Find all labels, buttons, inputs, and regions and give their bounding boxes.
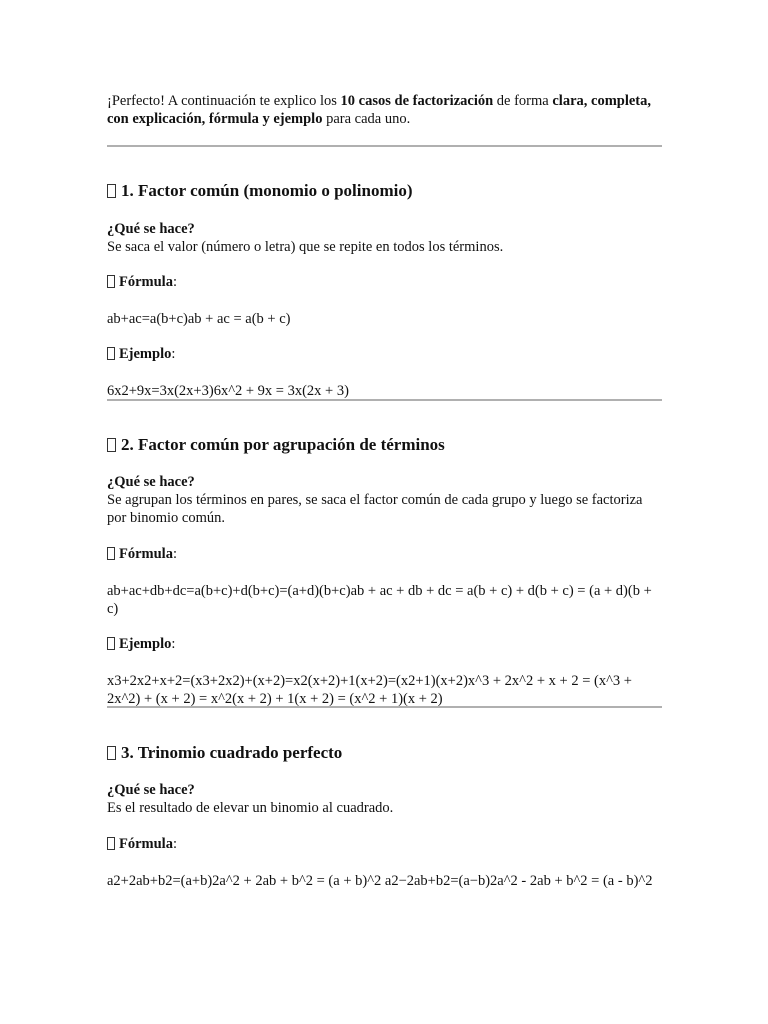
missing-glyph-icon	[107, 275, 115, 288]
section-2-ejemplo-label: Ejemplo:	[107, 635, 663, 653]
formula-label: Fórmula	[119, 836, 173, 852]
formula-label: Fórmula	[119, 546, 173, 562]
section-divider	[107, 706, 662, 708]
section-divider	[107, 399, 662, 401]
intro-text: para cada uno.	[322, 111, 411, 127]
section-1-formula-label: Fórmula:	[107, 273, 663, 291]
que-text: Se saca el valor (número o letra) que se repite en todos los términos.	[107, 239, 504, 255]
section-title: 2. Factor común por agrupación de términos	[121, 435, 445, 454]
intro-paragraph	[107, 92, 667, 128]
section-divider	[107, 145, 662, 147]
missing-glyph-icon	[107, 547, 115, 560]
que-label: ¿Qué se hace?	[107, 221, 195, 237]
section-3-heading	[107, 742, 342, 764]
section-title: 3. Trinomio cuadrado perfecto	[121, 743, 343, 762]
missing-glyph-icon	[107, 438, 116, 452]
que-label: ¿Qué se hace?	[107, 782, 195, 798]
missing-glyph-icon	[107, 184, 116, 198]
section-2-que	[107, 473, 663, 527]
section-3-que	[107, 781, 663, 817]
section-1-ejemplo-label: Ejemplo:	[107, 345, 663, 363]
section-3-formula-label: Fórmula:	[107, 835, 663, 853]
missing-glyph-icon	[107, 746, 116, 760]
section-2-formula-label: Fórmula:	[107, 545, 663, 563]
missing-glyph-icon	[107, 837, 115, 850]
section-2-ejemplo: x3+2x2+x+2=(x3+2x2)+(x+2)=x2(x+2)+1(x+2)=(x2+1)(x+2)x^3 + 2x^2 + x + 2 = (x^3 + 2x^2) + (x + 2) = x^2(x + 2) + 1(x + 2) = (x^2 + 1)(x + 2)	[107, 673, 632, 707]
intro-text: ¡Perfecto! A continuación te explico los	[107, 93, 341, 109]
ejemplo-label: Ejemplo	[119, 636, 172, 652]
section-2-formula: ab+ac+db+dc=a(b+c)+d(b+c)=(a+d)(b+c)ab + ac + db + dc = a(b + c) + d(b + c) = (a + d)(b + c)	[107, 583, 652, 617]
intro-text: de forma	[493, 93, 553, 109]
intro-bold-qualities: clara, completa, con explicación, fórmula y ejemplo	[107, 93, 652, 127]
section-1-ejemplo: 6x2+9x=3x(2x+3)6x^2 + 9x = 3x(2x + 3)	[107, 383, 349, 399]
missing-glyph-icon	[107, 347, 115, 360]
intro-bold-cases: 10 casos de factorización	[340, 93, 494, 109]
que-text: Es el resultado de elevar un binomio al cuadrado.	[107, 800, 394, 816]
section-1-que	[107, 220, 663, 256]
ejemplo-label: Ejemplo	[119, 346, 172, 362]
section-3-formula: a2+2ab+b2=(a+b)2a^2 + 2ab + b^2 = (a + b)^2 a2−2ab+b2=(a−b)2a^2 - 2ab + b^2 = (a - b)^2	[107, 873, 653, 889]
section-2-heading	[107, 434, 445, 456]
section-1-heading	[107, 180, 413, 202]
section-title: 1. Factor común (monomio o polinomio)	[121, 181, 413, 200]
que-text: Se agrupan los términos en pares, se saca el factor común de cada grupo y luego se factoriza por binomio común.	[107, 492, 643, 526]
que-label: ¿Qué se hace?	[107, 474, 195, 490]
section-1-formula: ab+ac=a(b+c)ab + ac = a(b + c)	[107, 311, 291, 327]
formula-label: Fórmula	[119, 274, 173, 290]
missing-glyph-icon	[107, 637, 115, 650]
